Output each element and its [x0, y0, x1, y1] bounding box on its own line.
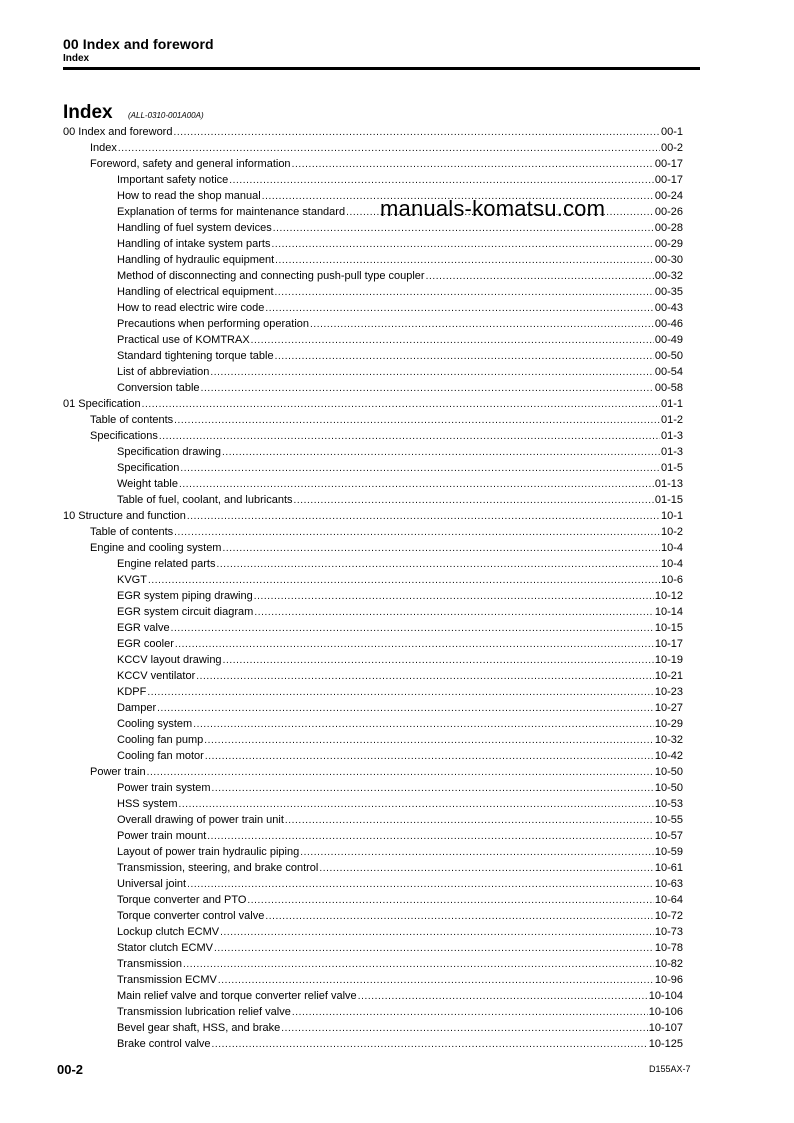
table-of-contents — [63, 124, 683, 1052]
toc-entry-page: 10-21 — [654, 670, 683, 682]
toc-entry-page: 10-78 — [654, 942, 683, 954]
toc-entry-page: 10-27 — [654, 702, 683, 714]
dot-leader — [187, 877, 654, 892]
footer-model: D155AX-7 — [649, 1064, 691, 1074]
toc-entry-label: 00 Index and foreword — [63, 126, 173, 138]
toc-entry-label: Practical use of KOMTRAX — [117, 334, 250, 346]
toc-entry-label: Transmission, steering, and brake control — [117, 862, 319, 874]
toc-entry[interactable] — [63, 828, 683, 844]
toc-entry-page: 01-5 — [660, 462, 683, 474]
toc-entry[interactable] — [63, 812, 683, 828]
toc-entry-label: Handling of fuel system devices — [117, 222, 272, 234]
dot-leader — [142, 397, 660, 412]
toc-entry-page: 00-54 — [654, 366, 683, 378]
dot-leader — [174, 525, 660, 540]
toc-entry-page: 10-59 — [654, 846, 683, 858]
toc-entry[interactable] — [63, 380, 683, 396]
toc-entry-page: 10-57 — [654, 830, 683, 842]
dot-leader — [193, 717, 654, 732]
toc-entry-label: List of abbreviation — [117, 366, 210, 378]
dot-leader — [148, 573, 660, 588]
dot-leader — [196, 669, 654, 684]
toc-entry-page: 00-2 — [660, 142, 683, 154]
toc-entry[interactable] — [63, 1020, 683, 1036]
toc-entry-page: 00-28 — [654, 222, 683, 234]
watermark: manuals-komatsu.com — [380, 196, 606, 221]
toc-entry-label: Explanation of terms for maintenance standard — [117, 206, 346, 218]
toc-entry-label: Layout of power train hydraulic piping — [117, 846, 300, 858]
toc-entry[interactable] — [63, 924, 683, 940]
footer-page-number: 00-2 — [57, 1062, 84, 1077]
toc-entry-label: 01 Specification — [63, 398, 141, 410]
toc-entry[interactable] — [63, 668, 683, 684]
toc-entry-label: Specification drawing — [117, 446, 221, 458]
toc-entry[interactable] — [63, 764, 683, 780]
dot-leader — [220, 925, 654, 940]
toc-entry[interactable] — [63, 988, 683, 1004]
toc-entry-page: 00-58 — [654, 382, 683, 394]
toc-entry-page: 10-53 — [654, 798, 683, 810]
dot-leader — [204, 733, 654, 748]
toc-entry[interactable] — [63, 972, 683, 988]
toc-entry-label: Power train system — [117, 782, 211, 794]
toc-entry-label: EGR system piping drawing — [117, 590, 253, 602]
toc-entry-label: How to read the shop manual — [117, 190, 261, 202]
toc-entry-label: Cooling fan pump — [117, 734, 204, 746]
toc-entry-page: 10-125 — [648, 1038, 683, 1050]
dot-leader — [310, 317, 654, 332]
toc-entry-label: Bevel gear shaft, HSS, and brake — [117, 1022, 281, 1034]
header-divider — [63, 67, 700, 70]
dot-leader — [157, 701, 654, 716]
toc-entry-label: Conversion table — [117, 382, 200, 394]
dot-leader — [118, 141, 660, 156]
toc-entry[interactable] — [63, 652, 683, 668]
dot-leader — [175, 637, 654, 652]
toc-entry[interactable] — [63, 524, 683, 540]
dot-leader — [216, 557, 660, 572]
toc-entry-label: EGR valve — [117, 622, 170, 634]
section-title: Index — [63, 53, 90, 64]
toc-entry[interactable] — [63, 1004, 683, 1020]
toc-entry-page: 10-6 — [660, 574, 683, 586]
toc-entry-label: Transmission ECMV — [117, 974, 217, 986]
toc-entry[interactable] — [63, 940, 683, 956]
toc-entry-label: Cooling system — [117, 718, 193, 730]
toc-entry-page: 10-107 — [648, 1022, 683, 1034]
toc-entry-page: 00-49 — [654, 334, 683, 346]
dot-leader — [214, 941, 654, 956]
toc-entry-label: Transmission — [117, 958, 182, 970]
toc-entry-label: KCCV layout drawing — [117, 654, 222, 666]
toc-entry-label: Foreword, safety and general information — [90, 158, 291, 170]
page-title: Index — [63, 102, 113, 123]
toc-entry-page: 10-29 — [654, 718, 683, 730]
toc-entry-page: 00-24 — [654, 190, 683, 202]
toc-entry-page: 01-15 — [654, 494, 683, 506]
toc-entry-label: How to read electric wire code — [117, 302, 265, 314]
dot-leader — [159, 429, 660, 444]
toc-entry[interactable] — [63, 588, 683, 604]
toc-entry-label: Engine and cooling system — [90, 542, 222, 554]
toc-entry[interactable] — [63, 268, 683, 284]
toc-entry-label: Damper — [117, 702, 157, 714]
toc-entry-label: Overall drawing of power train unit — [117, 814, 284, 826]
toc-entry-page: 10-4 — [660, 558, 683, 570]
toc-entry-page: 00-26 — [654, 206, 683, 218]
toc-entry[interactable] — [63, 908, 683, 924]
toc-entry[interactable] — [63, 860, 683, 876]
dot-leader — [358, 989, 648, 1004]
toc-entry[interactable] — [63, 140, 683, 156]
dot-leader — [222, 445, 660, 460]
toc-entry-label: Main relief valve and torque converter relief valve — [117, 990, 357, 1002]
toc-entry-label: Important safety notice — [117, 174, 229, 186]
dot-leader — [294, 493, 654, 508]
toc-entry[interactable] — [63, 876, 683, 892]
dot-leader — [147, 685, 654, 700]
toc-entry-label: Table of fuel, coolant, and lubricants — [117, 494, 293, 506]
toc-entry-page: 00-43 — [654, 302, 683, 314]
dot-leader — [205, 749, 654, 764]
toc-entry-label: Handling of electrical equipment — [117, 286, 274, 298]
toc-entry-label: Method of disconnecting and connecting push-pull type coupler — [117, 270, 425, 282]
toc-entry-page: 01-2 — [660, 414, 683, 426]
toc-entry[interactable] — [63, 412, 683, 428]
toc-entry-label: Precautions when performing operation — [117, 318, 310, 330]
dot-leader — [183, 957, 654, 972]
dot-leader — [179, 477, 654, 492]
dot-leader — [218, 973, 654, 988]
toc-entry-page: 10-73 — [654, 926, 683, 938]
dot-leader — [271, 237, 653, 252]
toc-entry-page: 10-23 — [654, 686, 683, 698]
toc-entry[interactable] — [63, 700, 683, 716]
document-code: (ALL-0310-001A00A) — [128, 111, 204, 120]
toc-entry-page: 10-64 — [654, 894, 683, 906]
dot-leader — [207, 829, 654, 844]
toc-entry-page: 00-17 — [654, 158, 683, 170]
toc-entry[interactable] — [63, 444, 683, 460]
toc-entry-label: Weight table — [117, 478, 178, 490]
toc-entry[interactable] — [63, 252, 683, 268]
dot-leader — [180, 461, 660, 476]
toc-entry-label: Stator clutch ECMV — [117, 942, 213, 954]
dot-leader — [187, 509, 660, 524]
toc-entry-page: 10-106 — [648, 1006, 683, 1018]
toc-entry[interactable] — [63, 956, 683, 972]
toc-entry-label: KDPF — [117, 686, 147, 698]
toc-entry-page: 10-104 — [648, 990, 683, 1002]
toc-entry[interactable] — [63, 780, 683, 796]
toc-entry[interactable] — [63, 348, 683, 364]
dot-leader — [147, 765, 654, 780]
toc-entry[interactable] — [63, 796, 683, 812]
toc-entry-page: 01-3 — [660, 430, 683, 442]
toc-entry-page: 10-50 — [654, 782, 683, 794]
toc-entry[interactable] — [63, 732, 683, 748]
toc-entry-label: Cooling fan motor — [117, 750, 204, 762]
toc-entry[interactable] — [63, 748, 683, 764]
toc-entry-page: 10-82 — [654, 958, 683, 970]
toc-entry-page: 10-42 — [654, 750, 683, 762]
toc-entry-page: 10-2 — [660, 526, 683, 538]
toc-entry-label: KVGT — [117, 574, 147, 586]
dot-leader — [212, 781, 654, 796]
toc-entry-label: Universal joint — [117, 878, 187, 890]
dot-leader — [173, 125, 660, 140]
dot-leader — [179, 797, 654, 812]
toc-entry[interactable] — [63, 460, 683, 476]
toc-entry[interactable] — [63, 844, 683, 860]
toc-entry-label: Index — [90, 142, 117, 154]
dot-leader — [292, 1005, 648, 1020]
dot-leader — [254, 589, 654, 604]
toc-entry[interactable] — [63, 492, 683, 508]
toc-entry-page: 00-1 — [660, 126, 683, 138]
toc-entry-label: Torque converter and PTO — [117, 894, 247, 906]
dot-leader — [275, 349, 654, 364]
toc-entry-label: Lockup clutch ECMV — [117, 926, 220, 938]
toc-entry[interactable] — [63, 284, 683, 300]
toc-entry-label: HSS system — [117, 798, 178, 810]
toc-entry[interactable] — [63, 316, 683, 332]
toc-entry[interactable] — [63, 604, 683, 620]
toc-entry-page: 01-3 — [660, 446, 683, 458]
toc-entry[interactable] — [63, 364, 683, 380]
toc-entry-label: Engine related parts — [117, 558, 216, 570]
toc-entry-label: Standard tightening torque table — [117, 350, 274, 362]
toc-entry-label: Handling of intake system parts — [117, 238, 271, 250]
toc-entry[interactable] — [63, 540, 683, 556]
toc-entry-label: KCCV ventilator — [117, 670, 196, 682]
toc-entry[interactable] — [63, 300, 683, 316]
dot-leader — [265, 301, 654, 316]
toc-entry-page: 10-63 — [654, 878, 683, 890]
toc-entry-page: 10-19 — [654, 654, 683, 666]
dot-leader — [275, 285, 654, 300]
toc-entry[interactable] — [63, 684, 683, 700]
dot-leader — [171, 621, 654, 636]
dot-leader — [273, 221, 654, 236]
toc-entry-page: 10-96 — [654, 974, 683, 986]
dot-leader — [247, 893, 653, 908]
toc-entry-page: 10-32 — [654, 734, 683, 746]
toc-entry-page: 01-1 — [660, 398, 683, 410]
toc-entry-label: Handling of hydraulic equipment — [117, 254, 275, 266]
toc-entry-label: Table of contents — [90, 526, 174, 538]
toc-entry-label: Table of contents — [90, 414, 174, 426]
toc-entry-page: 10-4 — [660, 542, 683, 554]
dot-leader — [212, 1037, 648, 1052]
toc-entry-page: 00-30 — [654, 254, 683, 266]
toc-entry-page: 10-50 — [654, 766, 683, 778]
toc-entry-page: 01-13 — [654, 478, 683, 490]
dot-leader — [281, 1021, 647, 1036]
toc-entry[interactable] — [63, 572, 683, 588]
dot-leader — [265, 909, 654, 924]
toc-entry-page: 10-1 — [660, 510, 683, 522]
toc-entry[interactable] — [63, 556, 683, 572]
toc-entry-page: 10-17 — [654, 638, 683, 650]
toc-entry[interactable] — [63, 236, 683, 252]
toc-entry[interactable] — [63, 1036, 683, 1052]
toc-entry-label: Torque converter control valve — [117, 910, 265, 922]
toc-entry[interactable] — [63, 220, 683, 236]
toc-entry[interactable] — [63, 428, 683, 444]
toc-entry[interactable] — [63, 156, 683, 172]
dot-leader — [426, 269, 654, 284]
toc-entry[interactable] — [63, 172, 683, 188]
toc-entry[interactable] — [63, 716, 683, 732]
toc-entry-label: 10 Structure and function — [63, 510, 186, 522]
toc-entry[interactable] — [63, 508, 683, 524]
toc-entry-page: 10-61 — [654, 862, 683, 874]
toc-entry[interactable] — [63, 476, 683, 492]
dot-leader — [210, 365, 654, 380]
toc-entry-page: 10-12 — [654, 590, 683, 602]
toc-entry-page: 10-14 — [654, 606, 683, 618]
dot-leader — [300, 845, 654, 860]
dot-leader — [201, 381, 654, 396]
dot-leader — [222, 541, 660, 556]
dot-leader — [174, 413, 660, 428]
toc-entry[interactable] — [63, 332, 683, 348]
dot-leader — [229, 173, 654, 188]
chapter-title: 00 Index and foreword — [63, 36, 214, 52]
toc-entry-page: 00-35 — [654, 286, 683, 298]
toc-entry[interactable] — [63, 124, 683, 140]
toc-entry-label: Power train mount — [117, 830, 207, 842]
toc-entry-page: 10-72 — [654, 910, 683, 922]
toc-entry-label: Brake control valve — [117, 1038, 211, 1050]
toc-entry-page: 00-17 — [654, 174, 683, 186]
toc-entry[interactable] — [63, 892, 683, 908]
dot-leader — [251, 333, 654, 348]
toc-entry-page: 00-46 — [654, 318, 683, 330]
dot-leader — [254, 605, 654, 620]
toc-entry[interactable] — [63, 636, 683, 652]
toc-entry-label: Specification — [117, 462, 180, 474]
dot-leader — [223, 653, 654, 668]
toc-entry-page: 00-50 — [654, 350, 683, 362]
dot-leader — [292, 157, 654, 172]
toc-entry-page: 10-55 — [654, 814, 683, 826]
toc-entry-label: Power train — [90, 766, 146, 778]
toc-entry-label: Transmission lubrication relief valve — [117, 1006, 291, 1018]
toc-entry[interactable] — [63, 620, 683, 636]
dot-leader — [319, 861, 654, 876]
toc-entry-page: 00-29 — [654, 238, 683, 250]
toc-entry-label: EGR cooler — [117, 638, 174, 650]
toc-entry-label: Specifications — [90, 430, 158, 442]
toc-entry-page: 00-32 — [654, 270, 683, 282]
dot-leader — [275, 253, 654, 268]
toc-entry-page: 10-15 — [654, 622, 683, 634]
dot-leader — [285, 813, 654, 828]
toc-entry-label: EGR system circuit diagram — [117, 606, 254, 618]
toc-entry[interactable] — [63, 396, 683, 412]
